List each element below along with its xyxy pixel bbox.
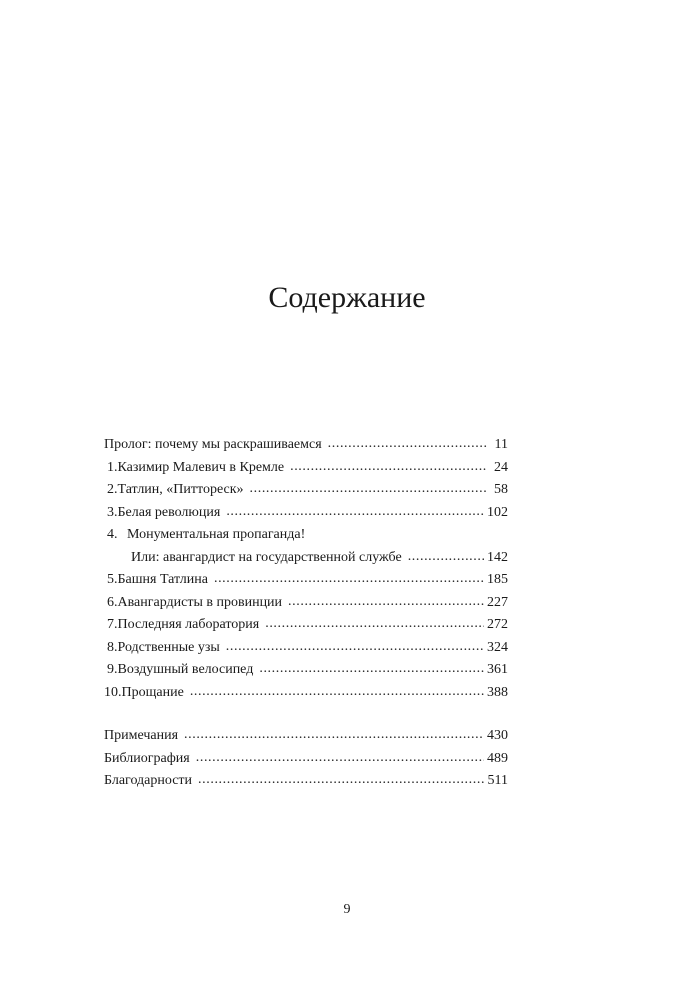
toc-entry-label: Примечания xyxy=(104,728,179,743)
toc-entry-chapter-3 xyxy=(104,502,508,525)
table-of-contents xyxy=(104,434,508,793)
chapter-number: 7. xyxy=(107,617,118,632)
toc-entry-page: 227 xyxy=(487,594,508,610)
toc-entry-chapter-8 xyxy=(104,637,508,660)
chapter-number: 10. xyxy=(104,684,122,700)
toc-entry-label: Благодарности xyxy=(104,773,193,788)
page-title: Содержание xyxy=(268,281,426,314)
dot-leader xyxy=(226,501,484,524)
dot-leader xyxy=(250,478,487,501)
toc-entry-page: 142 xyxy=(487,549,508,565)
chapter-number: 6. xyxy=(107,594,118,610)
toc-entry-page: 388 xyxy=(487,684,508,700)
dot-leader xyxy=(196,747,484,770)
toc-entry-label: Последняя лаборатория xyxy=(117,617,260,632)
chapter-number: 4. xyxy=(107,527,118,542)
toc-entry-prologue xyxy=(104,434,508,457)
dot-leader xyxy=(328,433,487,456)
toc-entry-page: 272 xyxy=(487,617,508,632)
toc-entry-chapter-9 xyxy=(104,659,508,682)
toc-entry-page: 489 xyxy=(487,750,508,766)
dot-leader xyxy=(184,724,484,747)
toc-entry-chapter-1 xyxy=(104,457,508,480)
toc-entry-page: 24 xyxy=(494,459,508,475)
dot-leader xyxy=(290,456,487,479)
toc-entry-notes xyxy=(104,725,508,748)
toc-entry-label: Прощание xyxy=(121,684,184,700)
toc-entry-chapter-2 xyxy=(104,479,508,502)
toc-entry-page: 102 xyxy=(487,504,508,520)
toc-entry-page: 185 xyxy=(487,572,508,587)
dot-leader xyxy=(190,681,484,704)
toc-entry-label: Белая революция xyxy=(117,504,221,520)
dot-leader xyxy=(198,769,484,792)
chapter-number: 8. xyxy=(107,639,118,655)
toc-entry-page: 58 xyxy=(494,482,508,497)
toc-entry-chapter-5 xyxy=(104,569,508,592)
toc-entry-chapter-4-subtitle xyxy=(104,547,508,570)
toc-entry-label: Библиография xyxy=(104,750,190,766)
chapter-number: 9. xyxy=(107,662,118,677)
section-gap xyxy=(104,704,508,725)
toc-entry-label: Авангардисты в провинции xyxy=(117,594,283,610)
chapter-number: 2. xyxy=(107,482,118,497)
page-number: 9 xyxy=(343,902,351,917)
toc-entry-page: 430 xyxy=(487,728,508,743)
dot-leader xyxy=(288,591,484,614)
dot-leader xyxy=(265,613,484,636)
dot-leader xyxy=(408,546,484,569)
toc-entry-label: Казимир Малевич в Кремле xyxy=(117,459,285,475)
toc-entry-page: 361 xyxy=(487,662,508,677)
dot-leader xyxy=(226,636,484,659)
dot-leader xyxy=(259,658,484,681)
toc-entry-chapter-6 xyxy=(104,592,508,615)
toc-entry-chapter-7 xyxy=(104,614,508,637)
toc-entry-label: Башня Татлина xyxy=(117,572,208,587)
toc-entry-chapter-4 xyxy=(104,524,508,547)
toc-entry-label: Воздушный велосипед xyxy=(117,662,254,677)
toc-entry-bibliography xyxy=(104,748,508,771)
chapter-number: 3. xyxy=(107,504,118,520)
toc-entry-label: Родственные узы xyxy=(117,639,220,655)
toc-entry-page: 11 xyxy=(494,437,508,452)
toc-entry-page: 324 xyxy=(487,639,508,655)
dot-leader xyxy=(214,568,484,591)
toc-entry-label: Монументальная пропаганда! xyxy=(127,527,306,542)
toc-entry-label: Пролог: почему мы раскрашиваемся xyxy=(104,437,322,452)
chapter-number: 1. xyxy=(107,459,118,475)
toc-entry-acknowledgements xyxy=(104,770,508,793)
toc-entry-page: 511 xyxy=(487,773,508,788)
chapter-number: 5. xyxy=(107,572,118,587)
toc-entry-label: Татлин, «Питтореск» xyxy=(117,482,244,497)
toc-entry-chapter-10 xyxy=(104,682,508,705)
toc-entry-sublabel: Или: авангардист на государственной службе xyxy=(131,549,402,565)
